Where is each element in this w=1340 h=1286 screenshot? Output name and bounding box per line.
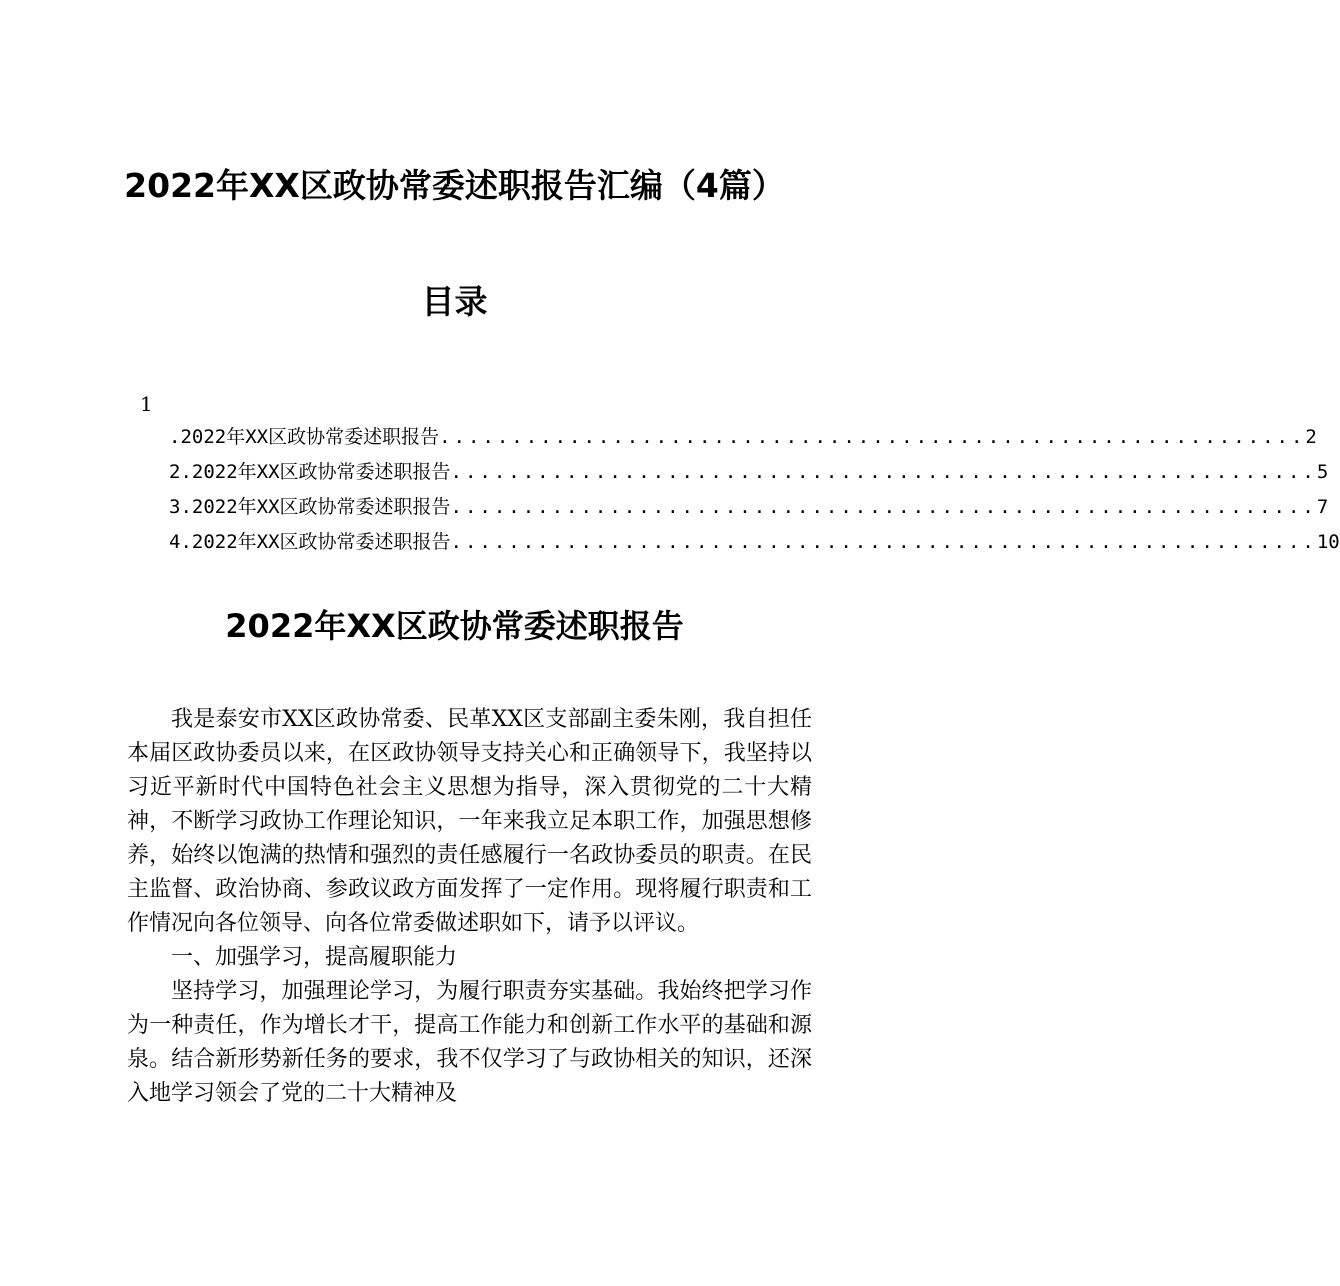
- toc-heading: 目录: [421, 282, 488, 321]
- toc-entry[interactable]: [169, 490, 1329, 525]
- body-paragraph: 我是泰安市XX区政协常委、民革XX区支部副主委朱刚，我自担任本届区政协委员以来，在区政协领导支持关心和正确领导下，我坚持以习近平新时代中国特色社会主义思想为指导，深入贯彻党的二十大精神，不断学习政协工作理论知识，一年来我立足本职工作，加强思想修养，始终以饱满的热情和强烈的责任感履行一名政协委员的职责。在民主监督、政治协商、参政议政方面发挥了一定作用。现将履行职责和工作情况向各位领导、向各位常委做述职如下，请予以评议。: [127, 707, 812, 936]
- toc-entry[interactable]: [169, 525, 1340, 560]
- toc-entry-text: 4.2022年XX区政协常委述职报告: [169, 531, 451, 553]
- body-paragraph: 坚持学习，加强理论学习，为履行职责夯实基础。我始终把学习作为一种责任，作为增长才干，提高工作能力和创新工作水平的基础和源泉。结合新形势新任务的要求，我不仅学习了与政协相关的知识，还深入地学习领会了党的二十大精神及: [127, 979, 812, 1106]
- section-title: 2022年XX区政协常委述职报告: [225, 607, 684, 645]
- toc-leader-dots: ............................................................: [450, 461, 1317, 483]
- toc-entry-page: 10: [1316, 531, 1340, 553]
- table-of-contents: [169, 420, 1340, 560]
- toc-entry-page: 5: [1316, 461, 1329, 483]
- toc-entry-text: 3.2022年XX区政协常委述职报告: [169, 496, 451, 518]
- section-heading: 一、加强学习，提高履职能力: [171, 945, 458, 970]
- toc-leader-dots: ............................................................: [439, 426, 1306, 448]
- toc-leader-dots: ............................................................: [450, 531, 1317, 553]
- toc-number: 1: [140, 392, 153, 416]
- toc-entry-page: 2: [1305, 426, 1317, 448]
- toc-leader-dots: ............................................................: [450, 496, 1317, 518]
- toc-entry-text: .2022年XX区政协常委述职报告: [169, 426, 440, 448]
- toc-entry[interactable]: [169, 420, 1317, 455]
- toc-entry[interactable]: [169, 455, 1329, 490]
- toc-entry-text: 2.2022年XX区政协常委述职报告: [169, 461, 451, 483]
- document-title: 2022年XX区政协常委述职报告汇编（4篇）: [124, 166, 785, 205]
- report-body: [127, 703, 812, 1111]
- toc-entry-page: 7: [1316, 496, 1329, 518]
